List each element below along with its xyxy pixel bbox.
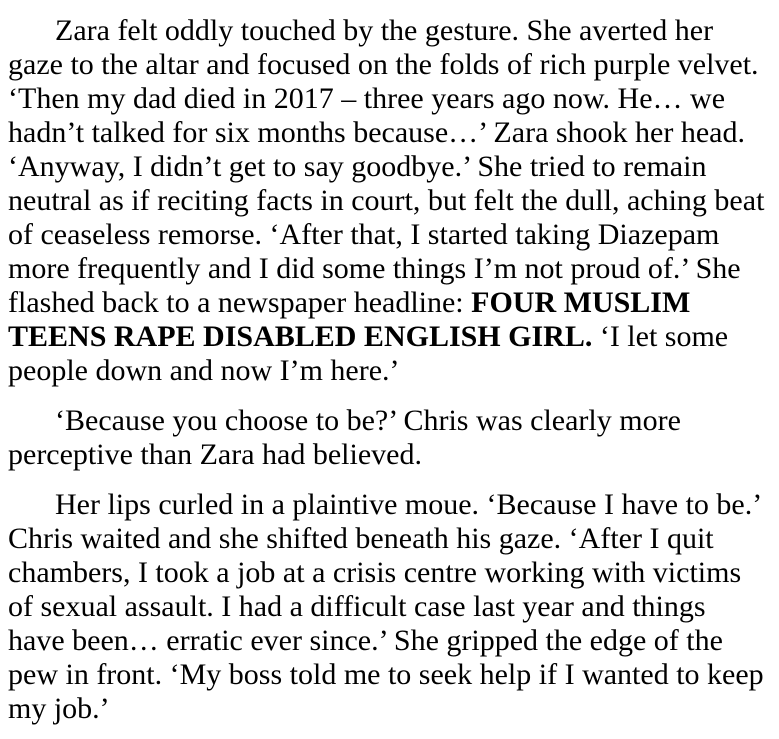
text-line: gaze to the altar and focused on the folds of rich purple velvet. <box>8 48 759 81</box>
paragraph-3 <box>8 488 775 726</box>
text-line: of ceaseless remorse. ‘After that, I started taking Diazepam <box>8 218 720 251</box>
text-line <box>8 320 775 354</box>
text-line: Her lips curled in a plaintive moue. ‘Because I have to be.’ <box>55 488 763 521</box>
text-line: hadn’t talked for six months because…’ Zara shook her head. <box>8 116 745 149</box>
text-line: chambers, I took a job at a crisis centre working with victims <box>8 556 742 589</box>
headline-lead-in: flashed back to a newspaper headline: <box>8 286 472 319</box>
text-line: my job.’ <box>8 692 110 725</box>
text-line: of sexual assault. I had a difficult case last year and things <box>8 590 706 623</box>
text-line: Zara felt oddly touched by the gesture. She averted her <box>55 14 714 47</box>
headline-follow-text: ‘I let some <box>592 320 729 353</box>
text-line: people down and now I’m here.’ <box>8 354 400 387</box>
text-line: ‘Because you choose to be?’ Chris was clearly more <box>55 404 681 437</box>
text-line: Chris waited and she shifted beneath his gaze. ‘After I quit <box>8 522 714 555</box>
text-line: neutral as if reciting facts in court, but felt the dull, aching beat <box>8 184 765 217</box>
text-line: ‘Anyway, I didn’t get to say goodbye.’ She tried to remain <box>8 150 707 183</box>
text-line: more frequently and I did some things I’m not proud of.’ She <box>8 252 741 285</box>
text-line <box>8 286 775 320</box>
paragraph-1 <box>8 14 775 388</box>
text-line: have been… erratic ever since.’ She gripped the edge of the <box>8 624 723 657</box>
newspaper-headline-bold: TEENS RAPE DISABLED ENGLISH GIRL. <box>8 320 593 353</box>
text-line: perceptive than Zara had believed. <box>8 438 422 471</box>
paragraph-2 <box>8 404 775 472</box>
text-line: ‘Then my dad died in 2017 – three years ago now. He… we <box>8 82 726 115</box>
newspaper-headline-bold: FOUR MUSLIM <box>471 286 691 319</box>
text-line: pew in front. ‘My boss told me to seek help if I wanted to keep <box>8 658 764 691</box>
